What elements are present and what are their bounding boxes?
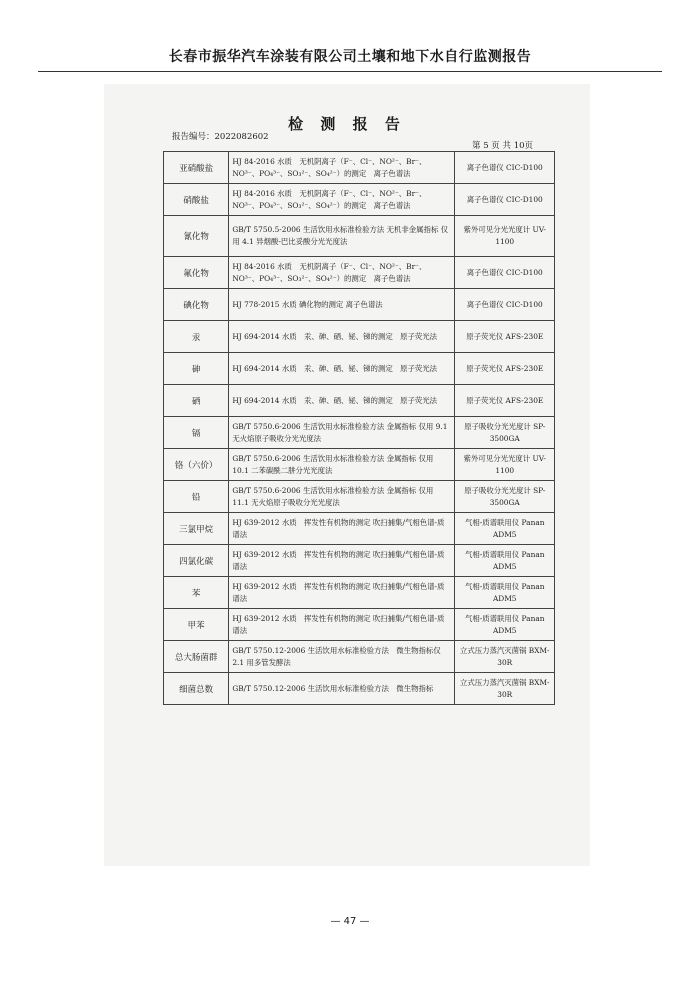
test-method-cell: HJ 694-2014 水质 汞、砷、硒、铋、锑的测定 原子荧光法 [229, 385, 455, 417]
test-item-cell: 亚硝酸盐 [164, 152, 229, 184]
test-method-cell: GB/T 5750.12-2006 生活饮用水标准检验方法 微生物指标仅 2.1 用多管发酵法 [229, 641, 455, 673]
instrument-cell: 原子荧光仪 AFS-230E [455, 321, 555, 353]
test-method-cell: HJ 694-2014 水质 汞、砷、硒、铋、锑的测定 原子荧光法 [229, 321, 455, 353]
instrument-cell: 离子色谱仪 CIC-D100 [455, 289, 555, 321]
instrument-cell: 原子荧光仪 AFS-230E [455, 385, 555, 417]
test-method-cell: GB/T 5750.6-2006 生活饮用水标准检验方法 金属指标 仅用 10.1 二苯碳酰二肼分光光度法 [229, 449, 455, 481]
instrument-cell: 立式压力蒸汽灭菌锅 BXM-30R [455, 641, 555, 673]
test-item-cell: 镉 [164, 417, 229, 449]
test-item-cell: 砷 [164, 353, 229, 385]
test-method-cell: GB/T 5750.6-2006 生活饮用水标准检验方法 金属指标 仅用 9.1 无火焰原子吸收分光光度法 [229, 417, 455, 449]
test-item-cell: 细菌总数 [164, 673, 229, 705]
document-header-title: 长春市振华汽车涂装有限公司土壤和地下水自行监测报告 [168, 49, 532, 65]
test-method-cell: HJ 639-2012 水质 挥发性有机物的测定 吹扫捕集/气相色谱-质谱法 [229, 609, 455, 641]
report-number: 报告编号：2022082602 [172, 132, 269, 142]
instrument-cell: 原子荧光仪 AFS-230E [455, 353, 555, 385]
instrument-cell: 气相-质谱联用仪 Panan ADM5 [455, 609, 555, 641]
table-row [164, 321, 555, 353]
table-row [164, 257, 555, 289]
test-item-cell: 氟化物 [164, 257, 229, 289]
instrument-cell: 紫外可见分光光度计 UV-1100 [455, 216, 555, 257]
test-method-cell: HJ 694-2014 水质 汞、砷、硒、铋、锑的测定 原子荧光法 [229, 353, 455, 385]
header-divider [38, 71, 662, 72]
table-row [164, 184, 555, 216]
table-row [164, 609, 555, 641]
instrument-cell: 原子吸收分光光度计 SP-3500GA [455, 481, 555, 513]
instrument-cell: 气相-质谱联用仪 Panan ADM5 [455, 513, 555, 545]
instrument-cell: 离子色谱仪 CIC-D100 [455, 184, 555, 216]
test-item-cell: 碘化物 [164, 289, 229, 321]
test-item-cell: 铅 [164, 481, 229, 513]
table-row [164, 545, 555, 577]
instrument-cell: 离子色谱仪 CIC-D100 [455, 257, 555, 289]
table-row [164, 385, 555, 417]
test-item-cell: 硒 [164, 385, 229, 417]
report-title: 检 测 报 告 [288, 115, 406, 133]
test-method-cell: HJ 778-2015 水质 碘化物的测定 离子色谱法 [229, 289, 455, 321]
test-method-cell: HJ 639-2012 水质 挥发性有机物的测定 吹扫捕集/气相色谱-质谱法 [229, 545, 455, 577]
instrument-cell: 气相-质谱联用仪 Panan ADM5 [455, 545, 555, 577]
test-method-cell: GB/T 5750.6-2006 生活饮用水标准检验方法 金属指标 仅用 11.1 无火焰原子吸收分光光度法 [229, 481, 455, 513]
test-item-cell: 四氯化碳 [164, 545, 229, 577]
table-row [164, 353, 555, 385]
test-method-cell: HJ 639-2012 水质 挥发性有机物的测定 吹扫捕集/气相色谱-质谱法 [229, 577, 455, 609]
test-methods-table [163, 151, 555, 705]
test-method-cell: HJ 84-2016 水质 无机阴离子（F⁻、Cl⁻、NO²⁻、Br⁻、NO³⁻、PO₄³⁻、SO₃²⁻、SO₄²⁻）的测定 离子色谱法 [229, 152, 455, 184]
test-item-cell: 苯 [164, 577, 229, 609]
table-row [164, 216, 555, 257]
test-item-cell: 铬（六价） [164, 449, 229, 481]
instrument-cell: 离子色谱仪 CIC-D100 [455, 152, 555, 184]
table-row [164, 417, 555, 449]
instrument-cell: 气相-质谱联用仪 Panan ADM5 [455, 577, 555, 609]
test-item-cell: 汞 [164, 321, 229, 353]
test-method-cell: GB/T 5750.12-2006 生活饮用水标准检验方法 微生物指标 [229, 673, 455, 705]
instrument-cell: 立式压力蒸汽灭菌锅 BXM-30R [455, 673, 555, 705]
test-item-cell: 硝酸盐 [164, 184, 229, 216]
test-method-cell: HJ 84-2016 水质 无机阴离子（F⁻、Cl⁻、NO²⁻、Br⁻、NO³⁻、PO₄³⁻、SO₃²⁻、SO₄²⁻）的测定 离子色谱法 [229, 184, 455, 216]
page-number: — 47 — [330, 916, 370, 927]
test-item-cell: 甲苯 [164, 609, 229, 641]
table-row [164, 481, 555, 513]
report-page-info: 第 5 页 共 10页 [472, 141, 534, 151]
test-item-cell: 三氯甲烷 [164, 513, 229, 545]
table-row [164, 152, 555, 184]
table-row [164, 513, 555, 545]
table-row [164, 673, 555, 705]
table-row [164, 577, 555, 609]
instrument-cell: 原子吸收分光光度计 SP-3500GA [455, 417, 555, 449]
test-method-cell: HJ 84-2016 水质 无机阴离子（F⁻、Cl⁻、NO²⁻、Br⁻、NO³⁻、PO₄³⁻、SO₃²⁻、SO₄²⁻）的测定 离子色谱法 [229, 257, 455, 289]
test-item-cell: 总大肠菌群 [164, 641, 229, 673]
instrument-cell: 紫外可见分光光度计 UV-1100 [455, 449, 555, 481]
test-method-cell: HJ 639-2012 水质 挥发性有机物的测定 吹扫捕集/气相色谱-质谱法 [229, 513, 455, 545]
test-item-cell: 氰化物 [164, 216, 229, 257]
test-method-cell: GB/T 5750.5-2006 生活饮用水标准检验方法 无机非金属指标 仅用 4.1 异烟酸-巴比妥酸分光光度法 [229, 216, 455, 257]
table-row [164, 449, 555, 481]
table-row [164, 289, 555, 321]
table-row [164, 641, 555, 673]
